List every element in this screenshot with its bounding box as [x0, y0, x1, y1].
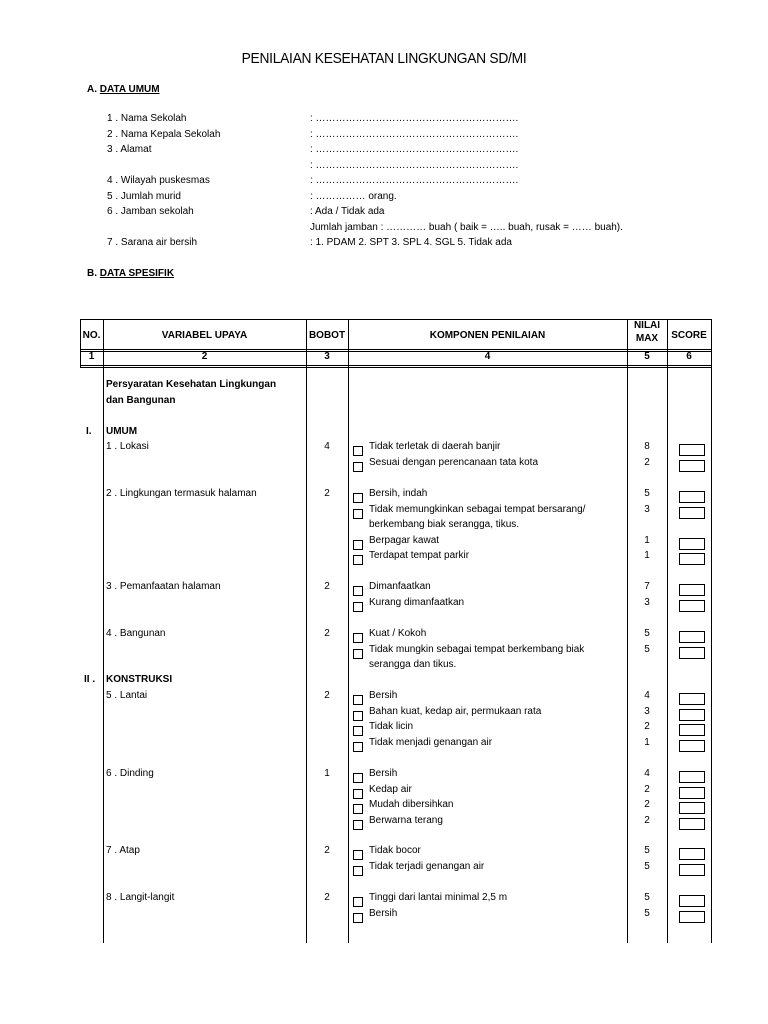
general-field-value[interactable]: : ……………………………………………………. — [310, 128, 519, 140]
nilai-max-value: 7 — [644, 581, 650, 592]
component-checkbox[interactable] — [353, 742, 363, 752]
colnum-1: 1 — [88, 351, 95, 362]
nilai-max-value: 5 — [644, 628, 650, 639]
general-field-value[interactable]: Jumlah jamban : ………… buah ( baik = ….. buah, rusak = …… buah). — [310, 221, 623, 233]
component-text: Mudah dibersihkan — [369, 799, 454, 810]
score-input[interactable] — [679, 647, 705, 659]
score-input[interactable] — [679, 631, 705, 643]
header-variabel: VARIABEL UPAYA — [161, 330, 248, 341]
score-input[interactable] — [679, 771, 705, 783]
component-checkbox[interactable] — [353, 866, 363, 876]
component-text: Tinggi dari lantai minimal 2,5 m — [369, 892, 508, 903]
table-colnum-divider — [80, 365, 712, 366]
group-2-number: II . — [84, 674, 96, 685]
nilai-max-value: 1 — [644, 534, 650, 546]
score-input[interactable] — [679, 864, 705, 876]
general-field-value[interactable]: : ……………………………………………………. — [310, 159, 519, 171]
section-b-heading — [87, 268, 174, 279]
table-right-border — [711, 319, 712, 943]
general-field-label: 2 . Nama Kepala Sekolah — [107, 128, 221, 140]
colnum-3: 3 — [324, 351, 330, 362]
component-text: Berwarna terang — [369, 814, 443, 826]
group-2-label: KONSTRUKSI — [106, 674, 173, 685]
section-b-prefix: B. — [87, 268, 97, 279]
score-input[interactable] — [679, 724, 705, 736]
score-input[interactable] — [679, 787, 705, 799]
group-1-number: I. — [86, 426, 92, 437]
nilai-max-value: 4 — [644, 690, 650, 701]
colnum-6: 6 — [686, 351, 692, 362]
component-text: Bersih, indah — [369, 488, 428, 499]
nilai-max-value: 2 — [644, 721, 650, 732]
component-text: Bersih — [369, 768, 398, 779]
col-divider-nilai — [667, 319, 668, 943]
component-checkbox[interactable] — [353, 820, 363, 830]
component-checkbox[interactable] — [353, 649, 363, 659]
col-divider-komponen — [627, 319, 628, 943]
nilai-max-value: 8 — [644, 441, 650, 452]
general-field-label: 3 . Alamat — [107, 144, 152, 155]
header-nilai: NILAI — [633, 320, 661, 331]
bobot-value: 2 — [324, 892, 330, 903]
bobot-value: 2 — [324, 845, 330, 856]
component-text: Berpagar kawat — [369, 534, 440, 546]
nilai-max-value: 5 — [644, 860, 650, 872]
section-a-label: DATA UMUM — [99, 84, 160, 95]
component-checkbox[interactable] — [353, 804, 363, 814]
score-input[interactable] — [679, 709, 705, 721]
component-checkbox[interactable] — [353, 462, 363, 472]
score-input[interactable] — [679, 538, 705, 550]
header-no: NO. — [82, 330, 101, 341]
general-field-value[interactable]: : 1. PDAM 2. SPT 3. SPL 4. SGL 5. Tidak ada — [310, 237, 512, 248]
header-max: MAX — [635, 333, 659, 344]
score-input[interactable] — [679, 740, 705, 752]
component-text: Bersih — [369, 690, 398, 701]
component-checkbox[interactable] — [353, 789, 363, 799]
nilai-max-value: 1 — [644, 736, 650, 748]
nilai-max-value: 4 — [644, 768, 650, 779]
col-divider-bobot — [348, 319, 349, 943]
nilai-max-value: 5 — [644, 488, 650, 499]
variabel-item: 3 . Pemanfaatan halaman — [106, 581, 221, 592]
component-text: Dimanfaatkan — [369, 581, 431, 592]
score-input[interactable] — [679, 848, 705, 860]
component-checkbox[interactable] — [353, 726, 363, 736]
intro-line-2: dan Bangunan — [106, 395, 176, 406]
group-1-label: UMUM — [106, 426, 138, 437]
colnum-4: 4 — [484, 351, 491, 362]
component-checkbox[interactable] — [353, 897, 363, 907]
component-text: Kuat / Kokoh — [369, 628, 427, 639]
component-text: Bersih — [369, 907, 398, 919]
component-checkbox[interactable] — [353, 493, 363, 503]
nilai-max-value: 3 — [644, 705, 650, 717]
nilai-max-value: 2 — [644, 783, 650, 795]
component-checkbox[interactable] — [353, 695, 363, 705]
section-a-heading — [87, 84, 160, 95]
component-checkbox[interactable] — [353, 850, 363, 860]
variabel-item: 6 . Dinding — [106, 768, 154, 779]
nilai-max-value: 1 — [644, 550, 650, 561]
score-input[interactable] — [679, 507, 705, 519]
bobot-value: 2 — [324, 581, 330, 592]
header-bobot: BOBOT — [308, 330, 346, 341]
nilai-max-value: 3 — [644, 596, 650, 608]
component-text: serangga dan tikus. — [369, 659, 457, 670]
bobot-value: 4 — [324, 441, 330, 452]
nilai-max-value: 3 — [644, 503, 650, 515]
header-komponen: KOMPONEN PENILAIAN — [429, 330, 546, 341]
score-input[interactable] — [679, 460, 705, 472]
component-text: Kurang dimanfaatkan — [369, 596, 465, 608]
nilai-max-value: 2 — [644, 456, 650, 468]
component-text: Kedap air — [369, 783, 412, 795]
section-a-prefix: A. — [87, 84, 97, 95]
general-field-label: 7 . Sarana air bersih — [107, 237, 198, 248]
bobot-value: 1 — [324, 768, 330, 779]
general-field-label: 5 . Jumlah murid — [107, 190, 181, 202]
nilai-max-value: 2 — [644, 814, 650, 826]
score-input[interactable] — [679, 895, 705, 907]
component-checkbox[interactable] — [353, 633, 363, 643]
component-text: Tidak mungkin sebagai tempat berkembang biak — [369, 643, 585, 655]
score-input[interactable] — [679, 491, 705, 503]
general-field-value[interactable]: : ……………………………………………………. — [310, 113, 519, 124]
nilai-max-value: 5 — [644, 845, 650, 856]
col-divider-no — [103, 319, 104, 943]
score-input[interactable] — [679, 802, 705, 814]
component-text: Bahan kuat, kedap air, permukaan rata — [369, 705, 542, 717]
variabel-item: 5 . Lantai — [106, 690, 148, 701]
score-input[interactable] — [679, 693, 705, 705]
component-checkbox[interactable] — [353, 586, 363, 596]
general-field-label: 6 . Jamban sekolah — [107, 206, 194, 217]
component-text: Tidak terletak di daerah banjir — [369, 441, 501, 452]
score-input[interactable] — [679, 600, 705, 612]
component-checkbox[interactable] — [353, 540, 363, 550]
component-checkbox[interactable] — [353, 446, 363, 456]
table-top-border — [80, 319, 712, 320]
component-text: Tidak licin — [369, 721, 414, 732]
component-checkbox[interactable] — [353, 711, 363, 721]
component-checkbox[interactable] — [353, 555, 363, 565]
score-input[interactable] — [679, 584, 705, 596]
general-field-value[interactable]: : …………… orang. — [310, 190, 397, 202]
general-field-label: 1 . Nama Sekolah — [107, 113, 187, 124]
score-input[interactable] — [679, 444, 705, 456]
component-checkbox[interactable] — [353, 602, 363, 612]
bobot-value: 2 — [324, 488, 330, 499]
general-field-value[interactable]: : ……………………………………………………. — [310, 144, 519, 155]
component-text: Tidak terjadi genangan air — [369, 860, 485, 872]
header-score: SCORE — [671, 330, 707, 341]
component-text: Tidak memungkinkan sebagai tempat bersarang/ — [369, 503, 586, 515]
variabel-item: 2 . Lingkungan termasuk halaman — [106, 488, 257, 499]
section-b-label: DATA SPESIFIK — [99, 268, 175, 279]
general-field-value[interactable]: : ……………………………………………………. — [310, 175, 519, 186]
variabel-item: 1 . Lokasi — [106, 441, 149, 452]
score-input[interactable] — [679, 553, 705, 565]
component-text: Tidak bocor — [369, 845, 421, 856]
nilai-max-value: 5 — [644, 643, 650, 655]
component-text: Tidak menjadi genangan air — [369, 736, 493, 748]
component-text: Terdapat tempat parkir — [369, 550, 470, 561]
bobot-value: 2 — [324, 690, 330, 701]
general-field-value[interactable]: : Ada / Tidak ada — [310, 206, 385, 217]
component-checkbox[interactable] — [353, 913, 363, 923]
component-checkbox[interactable] — [353, 773, 363, 783]
nilai-max-value: 5 — [644, 892, 650, 903]
page-title: PENILAIAN KESEHATAN LINGKUNGAN SD/MI — [241, 50, 527, 67]
colnum-2: 2 — [201, 351, 208, 362]
variabel-item: 4 . Bangunan — [106, 628, 166, 639]
table-header-divider — [80, 349, 712, 350]
component-checkbox[interactable] — [353, 509, 363, 519]
score-input[interactable] — [679, 911, 705, 923]
component-text: Sesuai dengan perencanaan tata kota — [369, 456, 539, 468]
nilai-max-value: 2 — [644, 799, 650, 810]
colnum-5: 5 — [644, 351, 650, 362]
table-colnum-divider-2 — [80, 367, 712, 368]
general-field-label: 4 . Wilayah puskesmas — [107, 175, 210, 186]
bobot-value: 2 — [324, 628, 330, 639]
score-input[interactable] — [679, 818, 705, 830]
variabel-item: 7 . Atap — [106, 845, 140, 856]
nilai-max-value: 5 — [644, 907, 650, 919]
component-text: berkembang biak serangga, tikus. — [369, 519, 520, 530]
variabel-item: 8 . Langit-langit — [106, 892, 175, 903]
intro-line-1: Persyaratan Kesehatan Lingkungan — [106, 379, 277, 390]
